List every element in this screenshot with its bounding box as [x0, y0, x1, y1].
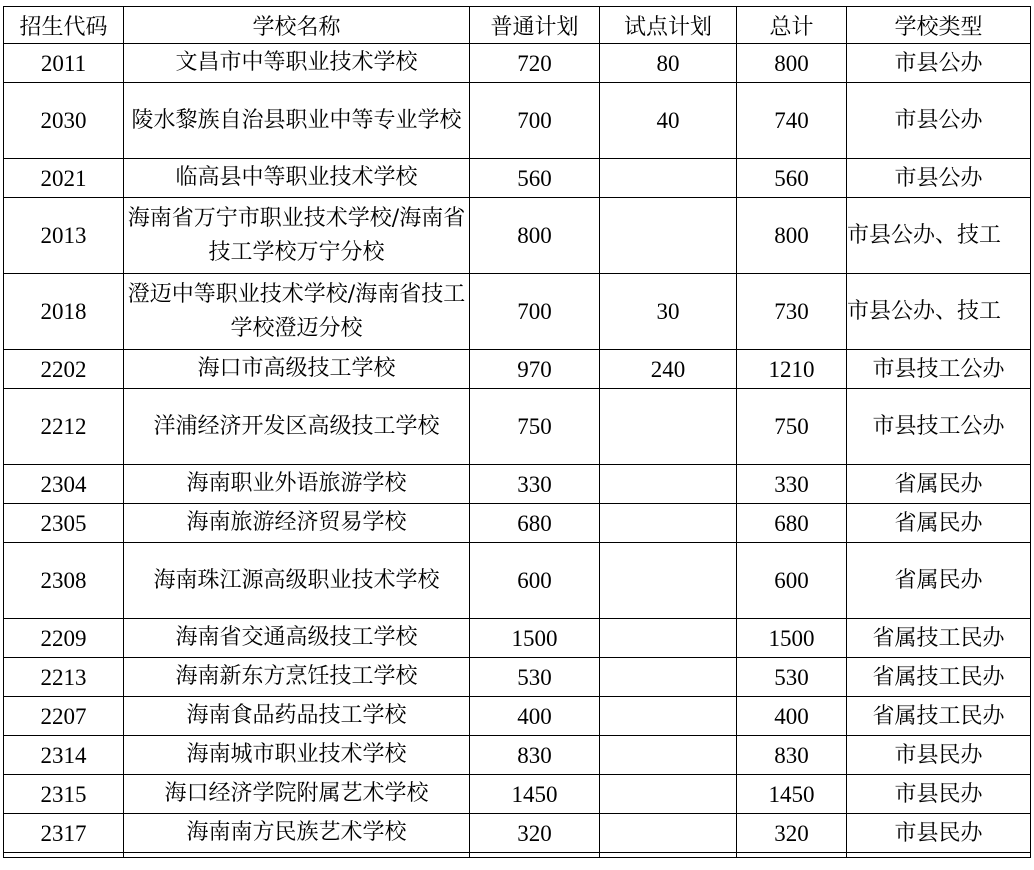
table-row-cutoff	[4, 853, 1031, 858]
cell-name: 海南省万宁市职业技术学校/海南省技工学校万宁分校	[124, 198, 470, 274]
cell-type: 市县民办	[847, 814, 1031, 853]
header-row	[4, 7, 1031, 44]
cell-regular: 320	[470, 814, 600, 853]
cell-regular: 800	[470, 198, 600, 274]
cell-pilot	[600, 619, 737, 658]
cell-total: 600	[737, 543, 847, 619]
cell-pilot	[600, 697, 737, 736]
cell-total: 800	[737, 44, 847, 83]
table-row	[4, 697, 1031, 736]
cell-code: 2013	[4, 198, 124, 274]
cell-empty	[737, 853, 847, 858]
cell-regular: 720	[470, 44, 600, 83]
cell-total: 330	[737, 465, 847, 504]
table-row	[4, 465, 1031, 504]
cell-empty	[847, 853, 1031, 858]
cell-empty	[124, 853, 470, 858]
cell-regular: 970	[470, 350, 600, 389]
cell-total: 320	[737, 814, 847, 853]
cell-total: 800	[737, 198, 847, 274]
cell-type: 市县民办	[847, 775, 1031, 814]
table-row	[4, 274, 1031, 350]
cell-total: 740	[737, 83, 847, 159]
cell-name: 海南职业外语旅游学校	[124, 465, 470, 504]
cell-name: 海口经济学院附属艺术学校	[124, 775, 470, 814]
cell-code: 2317	[4, 814, 124, 853]
cell-pilot	[600, 736, 737, 775]
cell-code: 2315	[4, 775, 124, 814]
cell-pilot	[600, 814, 737, 853]
cell-type: 市县民办	[847, 736, 1031, 775]
cell-code: 2308	[4, 543, 124, 619]
cell-name: 海南城市职业技术学校	[124, 736, 470, 775]
cell-name: 海南南方民族艺术学校	[124, 814, 470, 853]
cell-type: 省属民办	[847, 465, 1031, 504]
cell-regular: 700	[470, 83, 600, 159]
cell-name: 临高县中等职业技术学校	[124, 159, 470, 198]
cell-code: 2011	[4, 44, 124, 83]
cell-regular: 750	[470, 389, 600, 465]
cell-type: 省属民办	[847, 543, 1031, 619]
table-row	[4, 658, 1031, 697]
cell-name: 澄迈中等职业技术学校/海南省技工学校澄迈分校	[124, 274, 470, 350]
cell-pilot: 80	[600, 44, 737, 83]
cell-name: 文昌市中等职业技术学校	[124, 44, 470, 83]
cell-name: 陵水黎族自治县职业中等专业学校	[124, 83, 470, 159]
cell-pilot	[600, 775, 737, 814]
cell-regular: 700	[470, 274, 600, 350]
cell-type: 省属技工民办	[847, 697, 1031, 736]
cell-total: 680	[737, 504, 847, 543]
table-row	[4, 389, 1031, 465]
header-code: 招生代码	[4, 7, 124, 44]
cell-total: 530	[737, 658, 847, 697]
cell-total: 400	[737, 697, 847, 736]
cell-pilot	[600, 198, 737, 274]
cell-pilot: 40	[600, 83, 737, 159]
cell-regular: 530	[470, 658, 600, 697]
cell-code: 2030	[4, 83, 124, 159]
table-row	[4, 159, 1031, 198]
cell-type: 市县公办	[847, 83, 1031, 159]
cell-regular: 560	[470, 159, 600, 198]
cell-empty	[4, 853, 124, 858]
cell-pilot	[600, 504, 737, 543]
header-type: 学校类型	[847, 7, 1031, 44]
cell-pilot	[600, 658, 737, 697]
cell-name: 海口市高级技工学校	[124, 350, 470, 389]
table-row	[4, 775, 1031, 814]
cell-name: 海南新东方烹饪技工学校	[124, 658, 470, 697]
header-name: 学校名称	[124, 7, 470, 44]
cell-regular: 1500	[470, 619, 600, 658]
table-row	[4, 44, 1031, 83]
table-row	[4, 83, 1031, 159]
cell-pilot	[600, 389, 737, 465]
cell-code: 2212	[4, 389, 124, 465]
cell-pilot	[600, 465, 737, 504]
cell-type: 省属技工民办	[847, 658, 1031, 697]
cell-type: 市县公办、技工	[847, 274, 1031, 350]
cell-total: 730	[737, 274, 847, 350]
cell-name: 海南省交通高级技工学校	[124, 619, 470, 658]
cell-total: 560	[737, 159, 847, 198]
cell-type: 市县公办、技工	[847, 198, 1031, 274]
cell-type: 市县公办	[847, 44, 1031, 83]
cell-pilot: 240	[600, 350, 737, 389]
cell-code: 2314	[4, 736, 124, 775]
cell-name: 海南旅游经济贸易学校	[124, 504, 470, 543]
cell-name: 洋浦经济开发区高级技工学校	[124, 389, 470, 465]
cell-pilot	[600, 543, 737, 619]
table-row	[4, 198, 1031, 274]
cell-regular: 680	[470, 504, 600, 543]
cell-total: 1500	[737, 619, 847, 658]
cell-total: 830	[737, 736, 847, 775]
cell-type: 市县技工公办	[847, 350, 1031, 389]
cell-pilot	[600, 159, 737, 198]
cell-empty	[470, 853, 600, 858]
cell-regular: 830	[470, 736, 600, 775]
cell-code: 2021	[4, 159, 124, 198]
cell-regular: 330	[470, 465, 600, 504]
cell-name: 海南食品药品技工学校	[124, 697, 470, 736]
cell-type: 省属民办	[847, 504, 1031, 543]
cell-code: 2202	[4, 350, 124, 389]
table-row	[4, 543, 1031, 619]
cell-code: 2304	[4, 465, 124, 504]
table-row	[4, 350, 1031, 389]
cell-empty	[600, 853, 737, 858]
cell-code: 2018	[4, 274, 124, 350]
cell-code: 2209	[4, 619, 124, 658]
table-row	[4, 736, 1031, 775]
enrollment-table	[3, 6, 1031, 858]
cell-code: 2305	[4, 504, 124, 543]
cell-regular: 1450	[470, 775, 600, 814]
cell-code: 2207	[4, 697, 124, 736]
table-row	[4, 619, 1031, 658]
cell-regular: 400	[470, 697, 600, 736]
cell-type: 市县公办	[847, 159, 1031, 198]
header-pilot: 试点计划	[600, 7, 737, 44]
cell-type: 市县技工公办	[847, 389, 1031, 465]
cell-total: 1210	[737, 350, 847, 389]
header-total: 总计	[737, 7, 847, 44]
table-row	[4, 814, 1031, 853]
cell-code: 2213	[4, 658, 124, 697]
table-row	[4, 504, 1031, 543]
cell-name: 海南珠江源高级职业技术学校	[124, 543, 470, 619]
cell-regular: 600	[470, 543, 600, 619]
header-regular: 普通计划	[470, 7, 600, 44]
cell-total: 750	[737, 389, 847, 465]
cell-pilot: 30	[600, 274, 737, 350]
cell-total: 1450	[737, 775, 847, 814]
cell-type: 省属技工民办	[847, 619, 1031, 658]
